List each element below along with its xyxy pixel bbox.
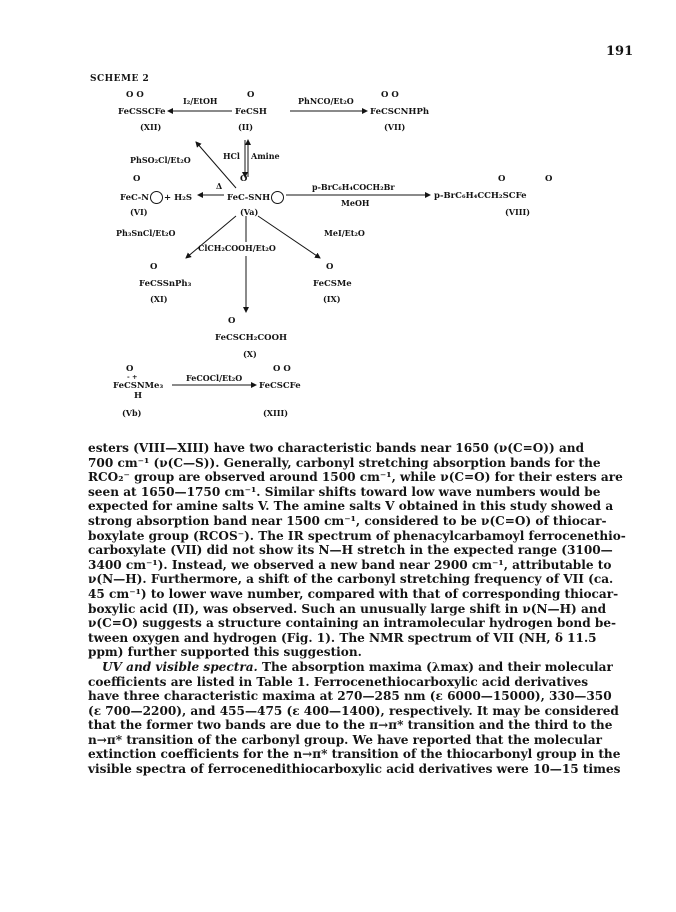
text-line: ν(C=O) suggests a structure containing an intramolecular hydrogen bond be- [88, 616, 617, 631]
compound-viii-formula: p-BrC₆H₄CCH₂SCFe [434, 191, 527, 201]
text-line: ν(N—H). Furthermore, a shift of the carbonyl stretching frequency of VII (ca. [88, 572, 614, 587]
compound-va-formula: FeC-SNH [227, 191, 285, 204]
oxo-label: O [126, 364, 134, 374]
text-line: tween oxygen and hydrogen (Fig. 1). The NMR spectrum of VII (NH, δ 11.5 [88, 630, 597, 645]
compound-vb-id: (Vb) [122, 408, 142, 418]
page-number: 191 [606, 44, 634, 59]
text-line: visible spectra of ferrocenedithiocarboxylic acid derivatives were 10—15 times [88, 762, 621, 777]
compound-x-id: (X) [243, 349, 257, 359]
text-line: 45 cm⁻¹) to lower wave number, compared with that of corresponding thiocar- [88, 586, 619, 601]
oxo-label: O [247, 90, 255, 100]
oxo-label: O O [381, 90, 399, 100]
text-line: (ε 700—2200), and 455—475 (ε 400—1400), respectively. It may be considered [88, 703, 619, 718]
reagent-label: MeOH [341, 198, 370, 208]
oxo-label: O [498, 174, 506, 184]
text-line: that the former two bands are due to the π→π* transition and the third to the [88, 718, 613, 733]
compound-ix-id: (IX) [323, 294, 341, 304]
text-line: carboxylate (VII) did not show its N—H stretch in the expected range (3100— [88, 543, 613, 558]
reagent-label: I₂/EtOH [183, 96, 218, 106]
text-line: expected for amine salts V. The amine salts V obtained in this study showed a [88, 499, 614, 514]
scheme-label: SCHEME 2 [90, 74, 150, 84]
text-line: boxylate group (RCOS⁻). The IR spectrum of phenacylcarbamoyl ferrocenethio- [88, 528, 626, 543]
oxo-label: O O [273, 364, 291, 374]
compound-vi-id: (VI) [130, 207, 148, 217]
text-line: have three characteristic maxima at 270—285 nm (ε 6000—15000), 330—350 [88, 689, 612, 704]
text-line: boxylic acid (II), was observed. Such an unusually large shift in ν(N—H) and [88, 601, 607, 616]
text-line: UV and visible spectra. The absorption maxima (λmax) and their molecular [102, 659, 613, 674]
oxo-label: O [150, 262, 158, 272]
reagent-label: HCl [223, 151, 240, 161]
compound-xii-formula: FeCSSCFe [118, 107, 166, 117]
text-line: 700 cm⁻¹ (ν(C—S)). Generally, carbonyl stretching absorption bands for the [88, 455, 601, 470]
body-text [88, 441, 634, 777]
oxo-label: O O [126, 90, 144, 100]
text-line: esters (VIII—XIII) have two characteristic bands near 1650 (ν(C=O)) and [88, 441, 585, 455]
compound-xi-formula: FeCSSnPh₃ [139, 279, 192, 289]
text-line: coefficients are listed in Table 1. Ferrocenethiocarboxylic acid derivatives [88, 674, 589, 689]
compound-ix-formula: FeCSMe [313, 279, 352, 289]
oxo-label: O [326, 262, 334, 272]
reagent-label: Ph₃SnCl/Et₂O [116, 228, 176, 238]
arrow [258, 216, 320, 258]
compound-xii-id: (XII) [140, 122, 162, 132]
reagent-label: FeCOCl/Et₂O [186, 373, 243, 383]
arrow [186, 216, 236, 258]
text-line: seen at 1650—1750 cm⁻¹. Similar shifts toward low wave numbers would be [88, 484, 601, 499]
compound-va-id: (Va) [240, 207, 259, 217]
compound-vii-formula: FeCSCNHPh [370, 107, 430, 117]
reagent-label: PhSO₂Cl/Et₂O [130, 155, 191, 165]
reagent-label: Amine [251, 151, 280, 161]
text-line: ppm) further supported this suggestion. [88, 645, 362, 660]
section-heading: UV and visible spectra. [102, 659, 258, 674]
text-line: strong absorption band near 1500 cm⁻¹, considered to be ν(C=O) of thiocar- [88, 513, 607, 528]
oxo-label: O [240, 174, 248, 184]
reagent-label: p-BrC₆H₄COCH₂Br [312, 182, 395, 192]
arrow [196, 142, 236, 188]
compound-viii-id: (VIII) [505, 207, 531, 217]
reagent-label: ClCH₂COOH/Et₂O [198, 243, 276, 253]
compound-vi-formula: FeC-N + H₂S [120, 193, 193, 203]
text-line: 3400 cm⁻¹). Instead, we observed a new band near 2900 cm⁻¹, attributable to [88, 557, 612, 572]
reagent-label: MeI/Et₂O [324, 228, 365, 238]
oxo-label: O [228, 316, 236, 326]
text-line: RCO₂⁻ group are observed around 1500 cm⁻¹, while ν(C=O) for their esters are [88, 470, 623, 485]
nh-label: H [134, 391, 143, 401]
compound-ii-id: (II) [238, 122, 254, 132]
oxo-label: O [133, 174, 141, 184]
compound-vb-formula: FeCSNMe₃ [113, 381, 164, 391]
oxo-label: O [545, 174, 553, 184]
heat-label: Δ [216, 181, 223, 191]
reagent-label: PhNCO/Et₂O [298, 96, 354, 106]
text-line: n→π* transition of the carbonyl group. We have reported that the molecular [88, 732, 602, 747]
compound-xiii-id: (XIII) [263, 408, 289, 418]
compound-x-formula: FeCSCH₂COOH [215, 333, 288, 343]
compound-xiii-formula: FeCSCFe [259, 381, 301, 391]
compound-xi-id: (XI) [150, 294, 168, 304]
scheme-arrows [0, 0, 676, 440]
text-line: extinction coefficients for the n→π* transition of the thiocarbonyl group in the [88, 747, 621, 762]
charge-label: - + [127, 373, 138, 381]
compound-ii-formula: FeCSH [235, 107, 267, 117]
compound-vii-id: (VII) [384, 122, 406, 132]
